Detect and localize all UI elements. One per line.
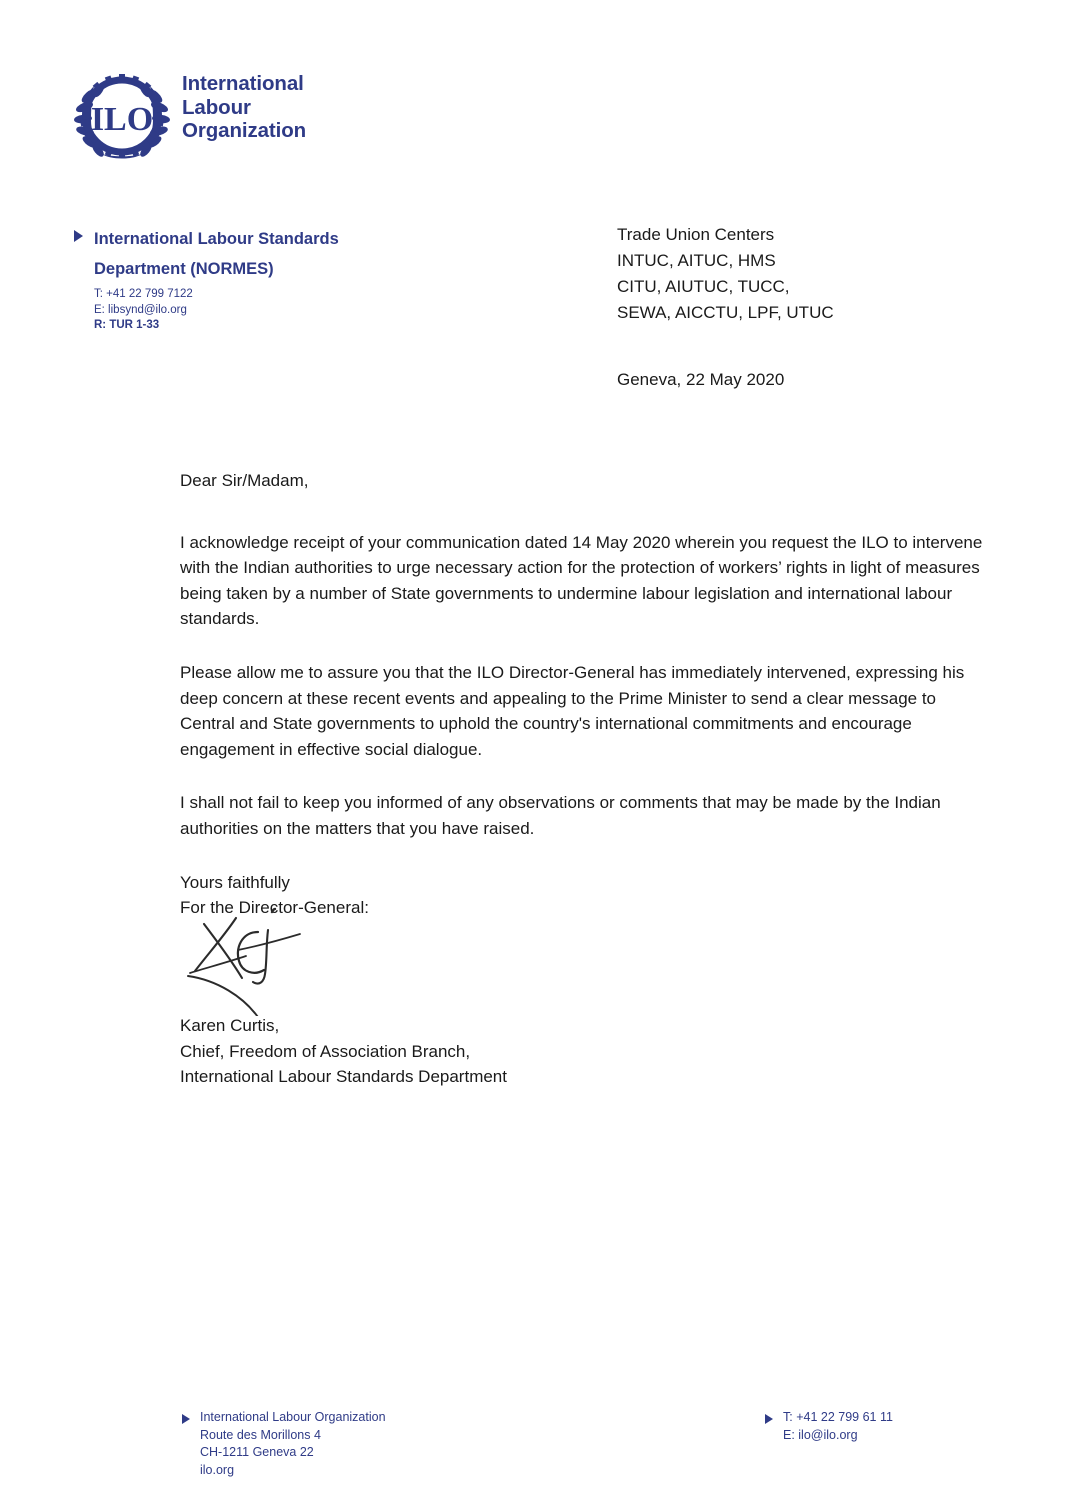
- addressee-line-3: CITU, AIUTUC, TUCC,: [617, 277, 790, 296]
- department-block: [74, 224, 494, 334]
- letter-paragraph-3: I shall not fail to keep you informed of any observations or comments that may be made by the Indian authorities on the matters that you have raised.: [180, 793, 941, 838]
- addressee-block: [617, 222, 834, 326]
- department-contact: [94, 287, 494, 334]
- page-footer: [0, 1403, 1080, 1493]
- signer-role: Chief, Freedom of Association Branch,: [180, 1041, 471, 1061]
- department-heading: [74, 224, 494, 284]
- handwritten-signature: [180, 896, 580, 1016]
- footer-city: CH-1211 Geneva 22: [200, 1445, 314, 1459]
- triangle-bullet-icon: [74, 230, 83, 242]
- svg-text:ILO: ILO: [90, 101, 154, 138]
- triangle-bullet-icon: [765, 1414, 773, 1424]
- letter-paragraph-2: Please allow me to assure you that the ILO Director-General has immediately intervened, expressing his deep concern at these recent events and appealing to the Prime Minister to send a clear message to Central and State governments to uphold the country's international commitments and encourage engagement in effective social dialogue.: [180, 662, 965, 759]
- logo-wordmark: [182, 72, 306, 143]
- addressee-line-2: INTUC, AITUC, HMS: [617, 251, 776, 270]
- footer-address-block: [182, 1409, 386, 1479]
- addressee-line-1: Trade Union Centers: [617, 225, 775, 244]
- addressee-line-4: SEWA, AICCTU, LPF, UTUC: [617, 303, 834, 322]
- footer-contact-block: [765, 1409, 893, 1444]
- signer-name: Karen Curtis,: [180, 1016, 280, 1035]
- letter-paragraph-1: I acknowledge receipt of your communication dated 14 May 2020 wherein you request the ILO to intervene with the Indian authorities to urge necessary action for the protection of workers’ rights in light of measures being taken by a number of State governments to undermine labour legislation and international labour standards.: [180, 532, 983, 629]
- signer-block: [180, 1013, 507, 1090]
- ilo-emblem-icon: [72, 66, 172, 164]
- salutation: Dear Sir/Madam,: [180, 471, 309, 490]
- ilo-logo: [72, 66, 306, 164]
- department-title-line-1: International Labour Standards: [94, 230, 339, 248]
- signer-department: International Labour Standards Department: [180, 1067, 507, 1087]
- department-reference: R: TUR 1-33: [94, 319, 160, 331]
- letter-body: [180, 468, 992, 921]
- logo-word-line-1: International: [182, 72, 304, 95]
- footer-website[interactable]: ilo.org: [200, 1462, 235, 1477]
- logo-word-line-2: Labour: [182, 95, 251, 119]
- department-title-line-2: Department (NORMES): [94, 260, 274, 278]
- department-email: E: libsynd@ilo.org: [94, 303, 187, 316]
- footer-street: Route des Morillons 4: [200, 1427, 321, 1442]
- closing-line-2: For the Director-General:: [180, 898, 369, 918]
- footer-email[interactable]: E: ilo@ilo.org: [783, 1427, 858, 1442]
- signature-strokes: [180, 896, 580, 1016]
- footer-organization: International Labour Organization: [200, 1410, 386, 1424]
- closing-line-1: Yours faithfully: [180, 872, 290, 892]
- department-title: [94, 224, 339, 284]
- date-line: Geneva, 22 May 2020: [617, 370, 785, 389]
- logo-word-line-3: Organization: [182, 119, 307, 142]
- triangle-bullet-icon: [182, 1414, 190, 1424]
- footer-phone: T: +41 22 799 61 11: [783, 1410, 893, 1424]
- department-phone: T: +41 22 799 7122: [94, 288, 193, 300]
